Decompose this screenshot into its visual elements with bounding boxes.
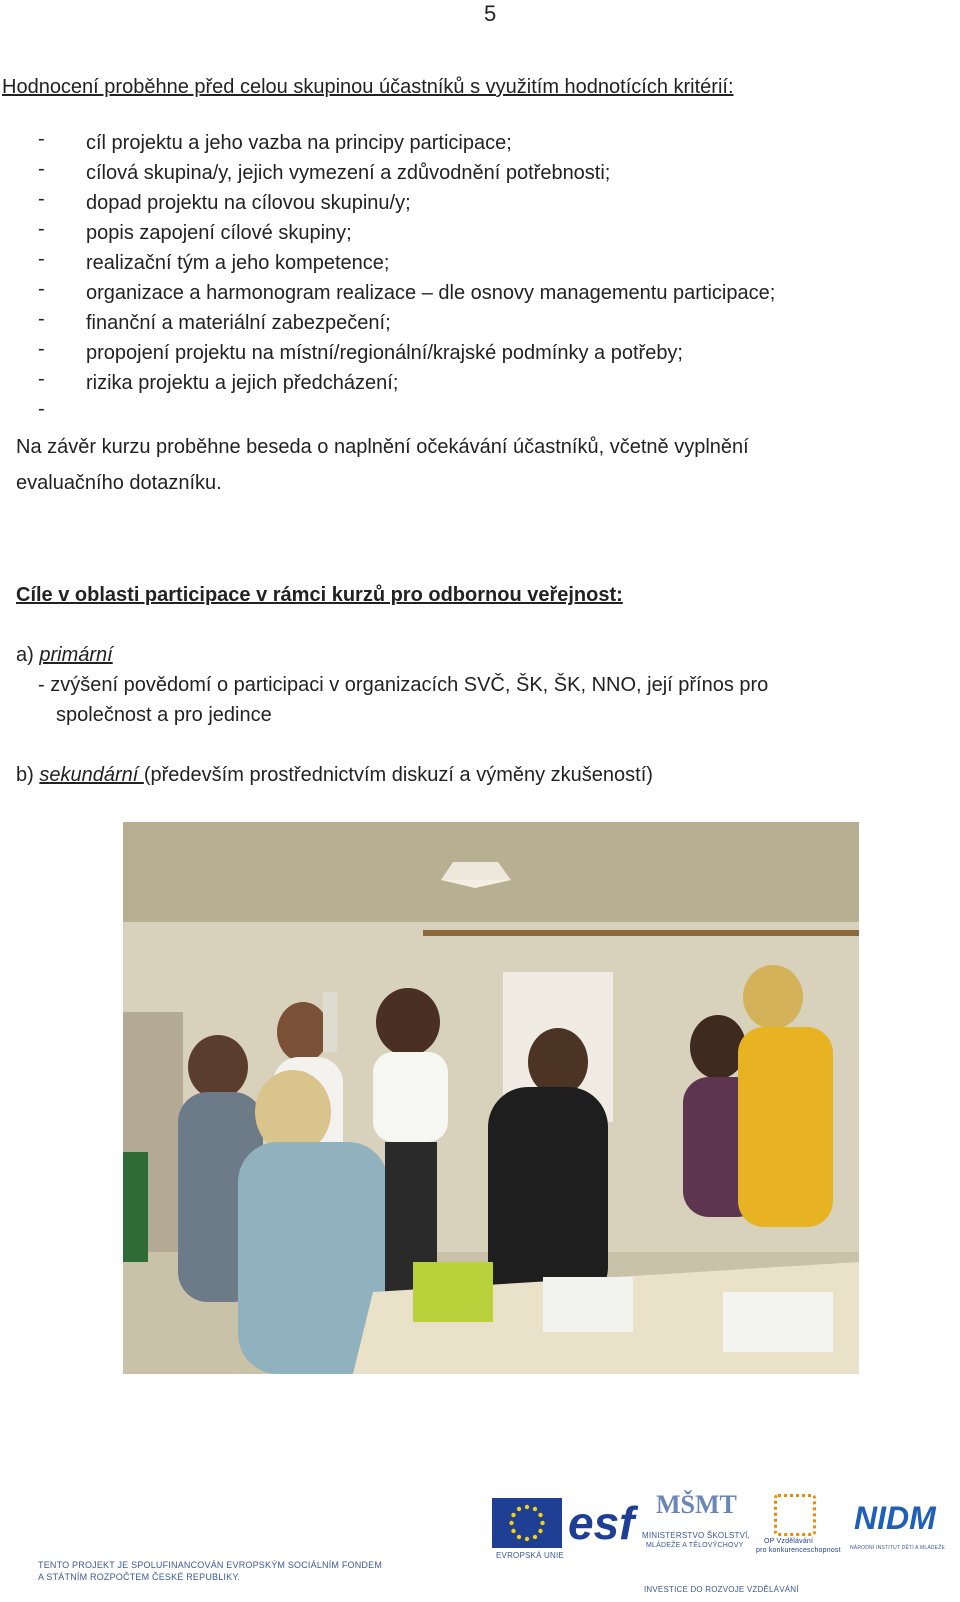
- primary-prefix: a): [16, 644, 40, 666]
- list-dash: -: [38, 218, 45, 240]
- criteria-item: dopad projektu na cílovou skupinu/y;: [86, 192, 411, 214]
- nidm-sub: NÁRODNÍ INSTITUT DĚTÍ A MLÁDEŽE: [850, 1545, 946, 1551]
- criteria-item: popis zapojení cílové skupiny;: [86, 222, 352, 244]
- nidm-logo: NIDM: [854, 1500, 936, 1536]
- list-dash: -: [38, 128, 45, 150]
- op-line-1: OP Vzdělávání: [764, 1538, 814, 1545]
- op-line-2: pro konkurenceschopnost: [756, 1547, 841, 1554]
- msmt-line-2: MLÁDEŽE A TĚLOVÝCHOVY: [646, 1542, 744, 1549]
- conclusion-line-2: evaluačního dotazníku.: [16, 472, 222, 494]
- msmt-line-1: MINISTERSTVO ŠKOLSTVÍ,: [642, 1531, 750, 1540]
- op-logo-icon: [774, 1494, 816, 1536]
- primary-goal-heading: [16, 640, 113, 670]
- list-dash: -: [38, 368, 45, 390]
- intro-text: Hodnocení proběhne před celou skupinou účastníků s využitím hodnotících kritérií:: [2, 76, 734, 98]
- list-dash: -: [38, 398, 45, 420]
- secondary-suffix: (především prostřednictvím diskuzí a výměny zkušeností): [143, 764, 653, 786]
- primary-label: primární: [39, 644, 113, 666]
- primary-item-line-1: - zvýšení povědomí o participaci v organizacích SVČ, ŠK, ŠK, NNO, její přínos pro: [38, 674, 769, 696]
- list-dash: -: [38, 278, 45, 300]
- msmt-logo: MŠMT: [656, 1490, 737, 1519]
- conclusion-line-1: Na závěr kurzu proběhne beseda o naplnění očekávání účastníků, včetně vyplnění: [16, 436, 749, 458]
- criteria-item: organizace a harmonogram realizace – dle osnovy managementu participace;: [86, 282, 776, 304]
- funding-line-1: TENTO PROJEKT JE SPOLUFINANCOVÁN EVROPSKÝM SOCIÁLNÍM FONDEM: [38, 1560, 383, 1570]
- investment-slogan: INVESTICE DO ROZVOJE VZDĚLÁVÁNÍ: [644, 1585, 799, 1594]
- section-heading: Cíle v oblasti participace v rámci kurzů pro odbornou veřejnost:: [16, 584, 623, 606]
- list-dash: -: [38, 188, 45, 210]
- primary-item-line-2: společnost a pro jedince: [56, 704, 272, 726]
- criteria-item: realizační tým a jeho kompetence;: [86, 252, 390, 274]
- eu-flag-icon: [492, 1498, 562, 1548]
- criteria-item: finanční a materiální zabezpečení;: [86, 312, 391, 334]
- workshop-photo-illustration: [123, 822, 859, 1374]
- secondary-goal: [16, 760, 653, 790]
- list-dash: -: [38, 158, 45, 180]
- eu-label: EVROPSKÁ UNIE: [496, 1551, 564, 1560]
- secondary-prefix: b): [16, 764, 40, 786]
- funding-line-2: A STÁTNÍM ROZPOČTEM ČESKÉ REPUBLIKY.: [38, 1572, 241, 1582]
- esf-logo: esf: [568, 1497, 635, 1549]
- footer: [16, 1476, 944, 1592]
- workshop-photo: [123, 822, 859, 1374]
- list-dash: -: [38, 308, 45, 330]
- criteria-item: rizika projektu a jejich předcházení;: [86, 372, 399, 394]
- list-dash: -: [38, 338, 45, 360]
- criteria-item: cíl projektu a jeho vazba na principy participace;: [86, 132, 512, 154]
- secondary-label: sekundární: [39, 764, 144, 786]
- criteria-item: cílová skupina/y, jejich vymezení a zdůvodnění potřebnosti;: [86, 162, 611, 184]
- list-dash: -: [38, 248, 45, 270]
- page-number: 5: [484, 1, 497, 26]
- criteria-item: propojení projektu na místní/regionální/krajské podmínky a potřeby;: [86, 342, 683, 364]
